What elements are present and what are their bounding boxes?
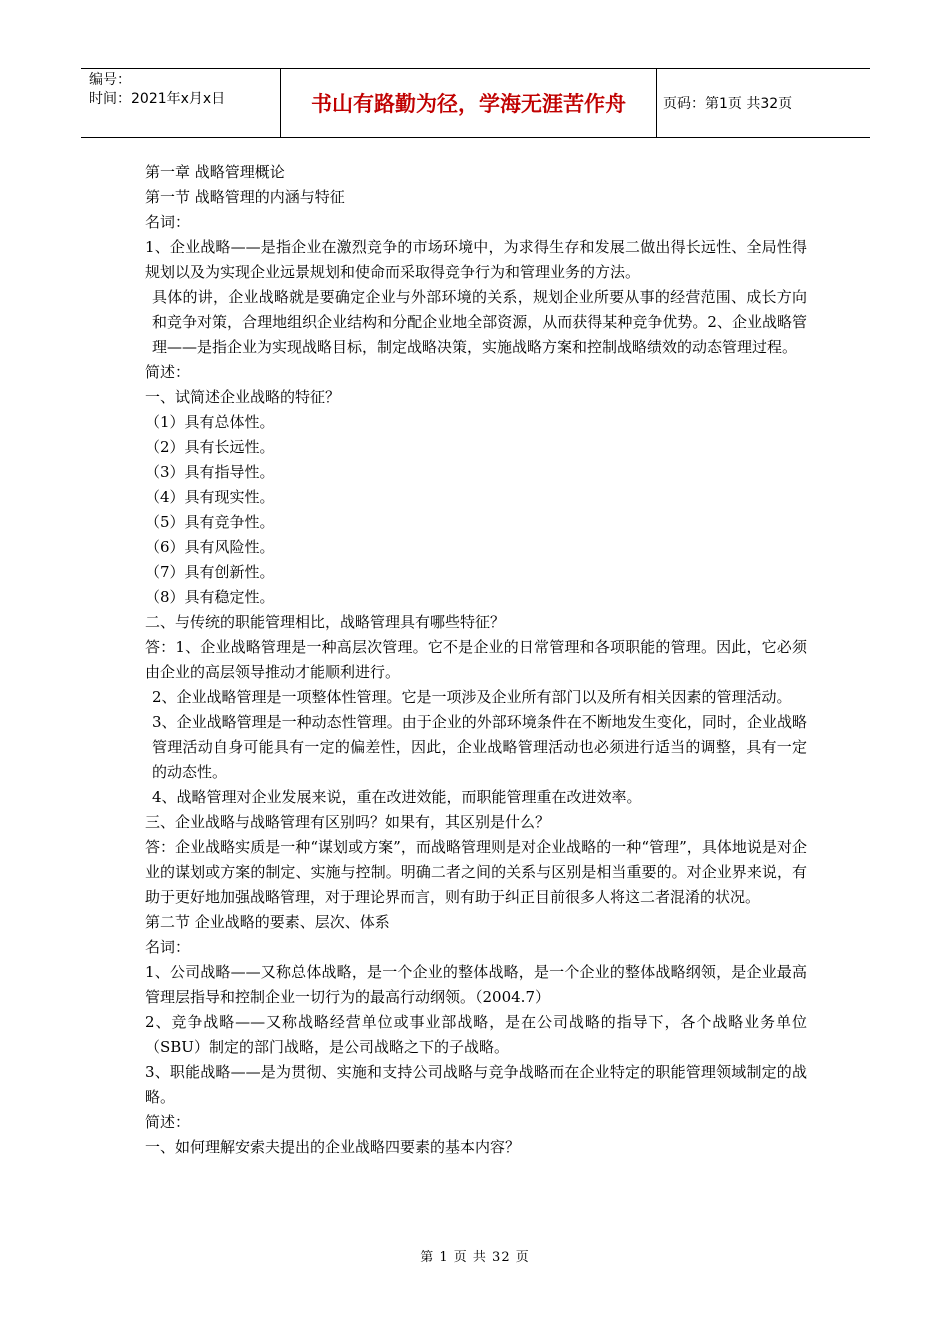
list-item: （5）具有竞争性。	[145, 513, 275, 531]
paragraph: 1、公司战略——又称总体战略，是一个企业的整体战略，是一个企业的整体战略纲领，是企业最高管理层指导和控制企业一切行为的最高行动纲领。（2004.7）	[145, 963, 807, 1006]
paragraph: 具体的讲，企业战略就是要确定企业与外部环境的关系，规划企业所要从事的经营范围、成长方向和竞争对策，合理地组织企业结构和分配企业地全部资源，从而获得某种竞争优势。2、企业战略管理——是指企业为实现战略目标，制定战略决策，实施战略方案和控制战略绩效的动态管理过程。	[152, 288, 807, 356]
paragraph: 3、企业战略管理是一种动态性管理。由于企业的外部环境条件在不断地发生变化，同时，企业战略管理活动自身可能具有一定的偏差性，因此，企业战略管理活动也必须进行适当的调整，具有一定的动态性。	[152, 713, 807, 781]
question: 一、试简述企业战略的特征？	[145, 388, 341, 406]
paragraph: 答：1、企业战略管理是一种高层次管理。它不是企业的日常管理和各项职能的管理。因此，它必须由企业的高层领导推动才能顺利进行。	[145, 638, 807, 681]
header-number-label: 编号：	[89, 72, 131, 88]
subheading: 简述：	[145, 1113, 191, 1131]
header-time-label: 时间：2021年x月x日	[89, 91, 226, 107]
list-item: （1）具有总体性。	[145, 413, 275, 431]
paragraph: 1、企业战略——是指企业在激烈竞争的市场环境中，为求得生存和发展二做出得长远性、全局性得规划以及为实现企业远景规划和使命而采取得竞争行为和管理业务的方法。	[145, 238, 807, 281]
page-footer: 第 1 页 共 32 页	[420, 1250, 530, 1265]
chapter-title: 第一章 战略管理概论	[145, 163, 285, 181]
document-body	[145, 160, 807, 1160]
section-title: 第一节 战略管理的内涵与特征	[145, 188, 345, 206]
paragraph: 2、竞争战略——又称战略经营单位或事业部战略，是在公司战略的指导下，各个战略业务单位（SBU）制定的部门战略，是公司战略之下的子战略。	[145, 1013, 807, 1056]
header-meta-cell	[81, 69, 281, 137]
question: 三、企业战略与战略管理有区别吗？如果有，其区别是什么？	[145, 813, 551, 831]
question: 二、与传统的职能管理相比，战略管理具有哪些特征？	[145, 613, 506, 631]
paragraph: 3、职能战略——是为贯彻、实施和支持公司战略与竞争战略而在企业特定的职能管理领域制定的战略。	[145, 1063, 807, 1106]
subheading: 名词：	[145, 938, 191, 956]
page-header	[81, 68, 870, 138]
list-item: （2）具有长远性。	[145, 438, 275, 456]
question: 一、如何理解安索夫提出的企业战略四要素的基本内容？	[145, 1138, 521, 1156]
list-item: （8）具有稳定性。	[145, 588, 275, 606]
list-item: （4）具有现实性。	[145, 488, 275, 506]
subheading: 名词：	[145, 213, 191, 231]
list-item: （3）具有指导性。	[145, 463, 275, 481]
list-item: （7）具有创新性。	[145, 563, 275, 581]
section-title: 第二节 企业战略的要素、层次、体系	[145, 913, 390, 931]
header-page-info: 页码：第1页 共32页	[663, 96, 793, 112]
subheading: 简述：	[145, 363, 191, 381]
paragraph: 答：企业战略实质是一种“谋划或方案”，而战略管理则是对企业战略的一种“管理”，具体地说是对企业的谋划或方案的制定、实施与控制。明确二者之间的关系与区别是相当重要的。对企业界来说，有助于更好地加强战略管理，对于理论界而言，则有助于纠正目前很多人将这二者混淆的状况。	[145, 838, 807, 906]
list-item: （6）具有风险性。	[145, 538, 275, 556]
header-slogan: 书山有路勤为径，学海无涯苦作舟	[281, 69, 657, 137]
paragraph: 2、企业战略管理是一项整体性管理。它是一项涉及企业所有部门以及所有相关因素的管理活动。	[152, 688, 792, 706]
paragraph: 4、战略管理对企业发展来说，重在改进效能，而职能管理重在改进效率。	[152, 788, 642, 806]
